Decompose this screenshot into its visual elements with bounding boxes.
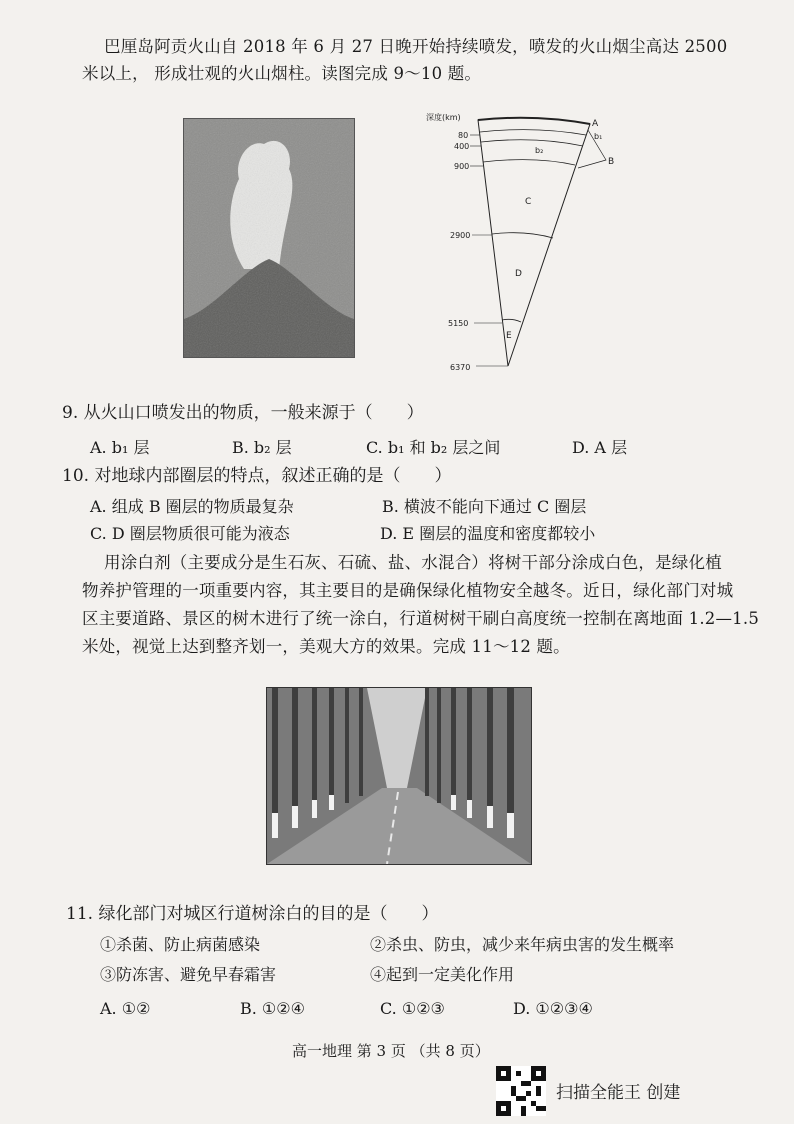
layer-b1: b₁ [594,132,603,141]
q11-item-1: ①杀菌、防止病菌感染 [100,935,261,954]
depth-axis-label: 深度(km) [426,113,461,122]
depth-2900: 2900 [450,231,471,240]
q10-stem: 10. 对地球内部圈层的特点，叙述正确的是（ ） [62,466,452,486]
intro-line-2: 米以上， 形成壮观的火山烟柱。读图完成 9～10 题。 [82,64,482,83]
passage-line-3: 区主要道路、景区的树木进行了统一涂白，行道树树干刷白高度统一控制在离地面 1.2—1.5 [82,609,760,628]
layer-D: D [515,269,522,279]
q9-stem: 9. 从火山口喷发出的物质，一般来源于（ ） [62,403,424,423]
intro-line-1: 巴厘岛阿贡火山自 2018 年 6 月 27 日晚开始持续喷发，喷发的火山烟尘高达 2500 [104,37,728,56]
page-footer: 高一地理 第 3 页 （共 8 页） [292,1042,490,1060]
depth-900: 900 [454,162,470,171]
q11-option-b[interactable]: B. ①②④ [240,999,305,1018]
q10-option-a[interactable]: A. 组成 B 圈层的物质最复杂 [90,497,294,516]
passage-line-1: 用涂白剂（主要成分是生石灰、石硫、盐、水混合）将树干部分涂成白色，是绿化植 [104,553,722,572]
depth-80: 80 [458,131,469,140]
layer-E: E [506,331,512,341]
q11-option-d[interactable]: D. ①②③④ [513,999,593,1018]
q11-item-3: ③防冻害、避免早春霜害 [100,965,277,984]
layer-B: B [608,157,615,167]
passage-line-4: 米处，视觉上达到整齐划一，美观大方的效果。完成 11～12 题。 [82,637,570,656]
volcano-photo [183,118,355,358]
depth-6370: 6370 [450,363,471,372]
layer-b2: b₂ [535,146,544,155]
q11-stem: 11. 绿化部门对城区行道树涂白的目的是（ ） [66,904,439,924]
qr-code-icon [496,1066,546,1116]
q11-option-c[interactable]: C. ①②③ [380,999,445,1018]
q9-option-d[interactable]: D. A 层 [572,438,628,457]
q9-option-a[interactable]: A. b₁ 层 [90,438,150,457]
road-trees-photo [266,687,532,865]
q10-option-c[interactable]: C. D 圈层物质很可能为液态 [90,524,290,543]
q11-item-2: ②杀虫、防虫，减少来年病虫害的发生概率 [370,935,675,954]
q11-option-a[interactable]: A. ①② [100,999,151,1018]
layer-C: C [525,197,532,207]
depth-400: 400 [454,142,470,151]
q9-option-c[interactable]: C. b₁ 和 b₂ 层之间 [366,438,501,457]
earth-interior-diagram [420,108,620,378]
passage-line-2: 物养护管理的一项重要内容，其主要目的是确保绿化植物安全越冬。近日，绿化部门对城 [82,581,734,600]
layer-A: A [592,119,599,129]
q10-option-d[interactable]: D. E 圈层的温度和密度都较小 [380,524,596,543]
q10-option-b[interactable]: B. 横波不能向下通过 C 圈层 [382,497,587,516]
scanner-watermark: 扫描全能王 创建 [556,1083,681,1103]
depth-5150: 5150 [448,319,469,328]
q9-option-b[interactable]: B. b₂ 层 [232,438,292,457]
q11-item-4: ④起到一定美化作用 [370,965,515,984]
